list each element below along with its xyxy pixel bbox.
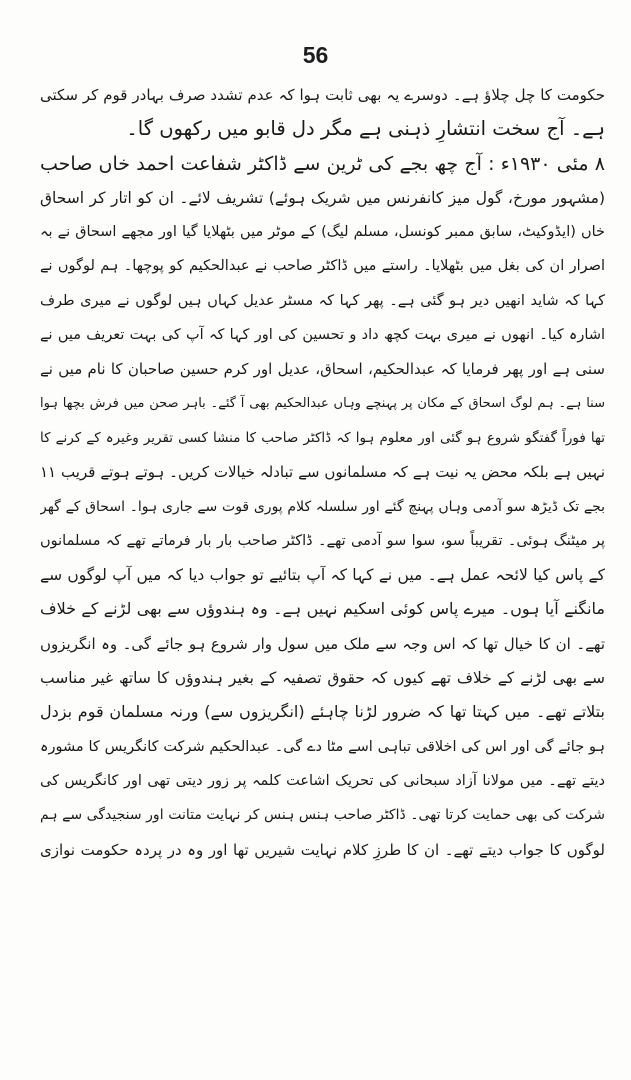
text-line: لوگوں کا جواب دیتے تھے۔ ان کا طرزِ کلام نہایت شیریں تھا اور وہ در پردہ حکومت نوازی <box>40 840 605 859</box>
text-line: شرکت کی بھی حمایت کرتا تھی۔ ڈاکٹر صاحب ہنس ہنس کر نہایت متانت اور سنجیدگی سے ہم <box>40 807 605 824</box>
diary-entry-heading-line: ۸ مئی ۱۹۳۰ء : آج چھ بجے کی ٹرین سے ڈاکٹر شفاعت احمد خاں صاحب <box>40 152 605 175</box>
page-text <box>40 78 605 867</box>
page-number: 56 <box>302 42 329 68</box>
text-line: پر میٹنگ ہوئی۔ تقریباً سو، سوا سو آدمی تھے۔ ڈاکٹر صاحب بار بار فرماتے تھے کہ مسلمانوں <box>40 532 605 549</box>
text-line: دیتے تھے۔ میں مولانا آزاد سبحانی کی تحریک اشاعت کلمہ پر زور دیتی تھی اور کانگریس کی <box>40 772 605 789</box>
text-line: بتلاتے تھے۔ میں کہتا تھا کہ ضرور لڑنا چاہئے (انگریزوں سے) ورنہ مسلمان قوم بزدل <box>40 702 605 722</box>
text-line: خاں (ایڈوکیٹ، سابق ممبر کونسل، مسلم لیگ) کے موٹر میں بٹھلایا گیا اور مجھے اسحاق نے بہ <box>40 224 605 241</box>
text-line: ہو جائے گی اور اس کی اخلاقی تباہی اسے مٹا دے گی۔ عبدالحکیم شرکت کانگریس کا مشورہ <box>40 738 605 755</box>
text-line: (مشہور مورخ، گول میز کانفرنس میں شریک ہوئے) تشریف لائے۔ ان کو اتار کر اسحاق <box>40 188 605 207</box>
text-line: بجے تک ڈیڑھ سو آدمی وہاں پہنچ گئے اور سلسلہ کلام پوری قوت سے جاری ہوا۔ اسحاق کے گھر <box>40 498 605 515</box>
text-line: اصرار ان کی بغل میں بٹھلایا۔ راستے میں ڈاکٹر صاحب نے عبدالحکیم کو پوچھا۔ ہم لوگوں نے <box>40 258 605 275</box>
text-line: اشارہ کیا۔ انھوں نے میری بہت کچھ داد و تحسین کی اور کہا کہ آپ کی بہت تعریف میں نے <box>40 327 605 344</box>
text-line: سے بھی لڑنے کے خلاف تھے کیوں کہ حقوق تصفیہ کے بغیر ہندوؤں کا ساتھ غیر مناسب <box>40 669 605 688</box>
text-line: سنا ہے۔ ہم لوگ اسحاق کے مکان پر پہنچے وہاں عبدالحکیم بھی آ گئے۔ باہر صحن میں فرش بچھا ہوا <box>40 395 605 411</box>
text-line: کہا کہ شاید انھیں دیر ہو گئی ہے۔ پھر کہا کہ مسٹر عدیل کہاں ہیں لوگوں نے میری طرف <box>40 292 605 309</box>
text-line: تھے۔ ان کا خیال تھا کہ اس وجہ سے ملک میں سول وار شروع ہو جائے گی۔ وہ انگریزوں <box>40 634 605 653</box>
text-line: تھا فوراً گفتگو شروع ہو گئی اور معلوم ہوا کہ ڈاکٹر صاحب کا منشا کسی تقریر وغیرہ کے کرنے کا <box>40 429 605 446</box>
text-line: حکومت کا چل چلاؤ ہے۔ دوسرے یہ بھی ثابت ہوا کہ عدم تشدد صرف بہادر قوم کر سکتی <box>40 86 605 104</box>
text-line: مانگنے آیا ہوں۔ میرے پاس کوئی اسکیم نہیں ہے۔ وہ ہندوؤں سے بھی لڑنے کے خلاف <box>40 599 605 619</box>
text-line: نہیں ہے بلکہ محض یہ نیت ہے کہ مسلمانوں سے تبادلہ خیالات کریں۔ ہوتے ہوتے قریب ۱۱ <box>40 463 605 482</box>
text-line: سنی ہے اور پھر فرمایا کہ عبدالحکیم، اسحاق، عدیل اور کرم حسین صاحبان کا نام میں نے <box>40 360 605 379</box>
text-line: ہے۔ آج سخت انتشارِ ذہنی ہے مگر دل قابو میں رکھوں گا۔ <box>126 117 605 141</box>
text-line: کے پاس کیا لائحہ عمل ہے۔ میں نے کہا کہ آپ بتائیے تو جواب دیا کہ میں آپ لوگوں سے <box>40 566 605 585</box>
